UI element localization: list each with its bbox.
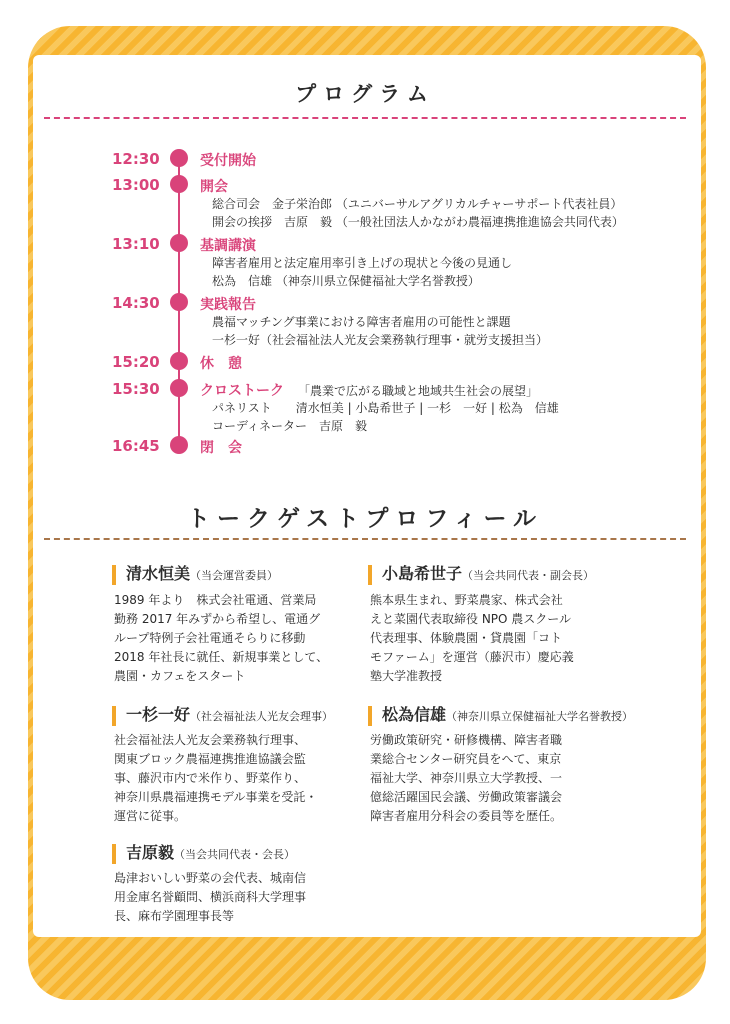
timeline-dot-icon (170, 175, 188, 193)
timeline-item (0, 150, 730, 172)
timeline-detail: パネリスト 清水恒美 | 小島希世子 | 一杉 一好 | 松為 信雄 (212, 401, 559, 415)
timeline-dot-icon (170, 352, 188, 370)
bio-line: えと菜園代表取締役 NPO 農スクール (370, 612, 572, 626)
timeline-label: 閉 会 (200, 440, 242, 456)
timeline-detail: 一杉一好（社会福祉法人光友会業務執行理事・就労支援担当） (212, 333, 549, 347)
guest-name (112, 565, 278, 585)
timeline-label: 受付開始 (200, 153, 256, 169)
program-divider (44, 117, 686, 119)
timeline-detail: 総合司会 金子栄治郎 （ユニバーサルアグリカルチャーサポート代表社員） (212, 197, 623, 211)
bio-line: 労働政策研究・研修機構、障害者職 (370, 733, 563, 747)
guest-bio (114, 731, 317, 826)
timeline-time: 15:30 (112, 380, 160, 398)
timeline-label: クロストーク (200, 383, 284, 399)
bio-line: 事、藤沢市内で米作り、野菜作り、 (114, 771, 307, 785)
bio-line: 長、麻布学園理事長等 (114, 909, 235, 923)
timeline-time: 16:45 (112, 437, 160, 455)
bio-line: 塾大学准教授 (370, 669, 443, 683)
timeline-dot-icon (170, 436, 188, 454)
bio-line: 2018 年社長に就任、新規事業として、 (114, 650, 329, 664)
timeline-dot-icon (170, 149, 188, 167)
bio-line: 熊本県生まれ、野菜農家、株式会社 (370, 593, 563, 607)
guest-name-text: 清水恒美 (126, 564, 191, 583)
bio-line: 勤務 2017 年みずから希望し、電通グ (114, 612, 321, 626)
timeline-dot-icon (170, 379, 188, 397)
bio-line: 1989 年より 株式会社電通、営業局 (114, 593, 317, 607)
timeline-item (0, 437, 730, 459)
guest-bio (370, 731, 562, 826)
profiles-title: トークゲストプロフィール (186, 506, 544, 532)
profiles-divider (44, 538, 686, 540)
timeline-detail: 松為 信雄 （神奈川県立保健福祉大学名誉教授） (212, 274, 480, 288)
guest-bio (114, 591, 328, 686)
timeline-time: 13:00 (112, 176, 160, 194)
timeline-detail: 開会の挨拶 吉原 毅 （一般社団法人かながわ農福連携推進協会共同代表） (212, 215, 624, 229)
guest-name (368, 565, 594, 585)
timeline-detail: 農福マッチング事業における障害者雇用の可能性と課題 (212, 315, 511, 329)
timeline-label: 開会 (200, 179, 228, 195)
guest-name-text: 吉原毅 (126, 843, 175, 862)
timeline-dot-icon (170, 234, 188, 252)
guest-role: （社会福祉法人光友会理事） (190, 710, 334, 723)
timeline-detail: コーディネーター 吉原 毅 (212, 419, 368, 433)
timeline-label: 実践報告 (200, 297, 256, 313)
timeline-time: 15:20 (112, 353, 160, 371)
bio-line: 障害者雇用分科会の委員等を歴任。 (370, 809, 563, 823)
timeline-label: 基調講演 (200, 238, 256, 254)
timeline-time: 12:30 (112, 150, 160, 168)
guest-name-text: 松為信雄 (382, 705, 447, 724)
guest-role: （神奈川県立保健福祉大学名誉教授） (446, 710, 634, 723)
bio-line: 運営に従事。 (114, 809, 187, 823)
timeline-detail: 障害者雇用と法定雇用率引き上げの現状と今後の見通し (212, 256, 513, 270)
bio-line: 社会福祉法人光友会業務執行理事、 (114, 733, 307, 747)
guest-bio (114, 869, 306, 926)
bio-line: 福祉大学、神奈川県立大学教授、一 (370, 771, 563, 785)
guest-name (112, 706, 333, 726)
timeline-dot-icon (170, 293, 188, 311)
bio-line: 農園・カフェをスタート (114, 669, 246, 683)
bio-line: 神奈川県農福連携モデル事業を受託・ (114, 790, 318, 804)
bio-line: 代表理事、体験農園・貸農園「コト (370, 631, 563, 645)
timeline-label: 休 憩 (200, 356, 242, 372)
bio-line: 億総活躍国民会議、労働政策審議会 (370, 790, 563, 804)
bio-line: 関東ブロック農福連携推進協議会監 (114, 752, 306, 766)
guest-role: （当会共同代表・会長） (174, 848, 296, 861)
guest-name (368, 706, 633, 726)
guest-role: （当会共同代表・副会長） (462, 569, 595, 582)
bio-line: ループ特例子会社電通そらりに移動 (114, 631, 306, 645)
bio-line: モファーム」を運営（藤沢市）慶応義 (370, 650, 574, 664)
crosstalk-theme: 「農業で広がる職域と地域共生社会の展望」 (298, 384, 539, 398)
program-title: プログラム (295, 82, 435, 106)
guest-name (112, 844, 295, 864)
guest-name-text: 一杉一好 (126, 705, 191, 724)
guest-bio (370, 591, 574, 686)
bio-line: 島津おいしい野菜の会代表、城南信 (114, 871, 307, 885)
bio-line: 業総合センター研究員をへて、東京 (370, 752, 562, 766)
timeline-time: 14:30 (112, 294, 160, 312)
bio-line: 用金庫名誉顧問、横浜商科大学理事 (114, 890, 307, 904)
timeline-item (0, 353, 730, 375)
timeline-time: 13:10 (112, 235, 160, 253)
guest-name-text: 小島希世子 (382, 564, 463, 583)
guest-role: （当会運営委員） (190, 569, 279, 582)
